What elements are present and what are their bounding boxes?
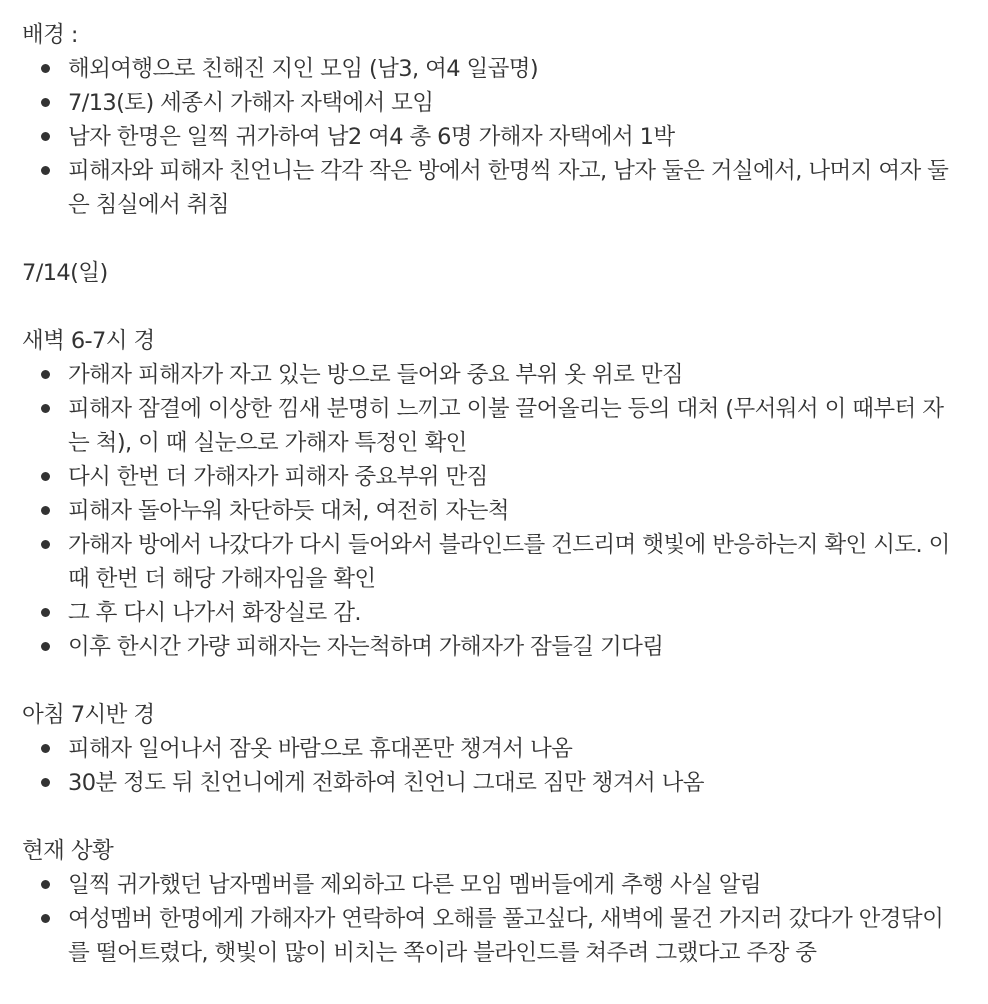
list-item [22,120,968,154]
bullet-icon [41,98,50,107]
background-list [22,52,968,222]
list-item [22,868,968,902]
bullet-icon [41,778,50,787]
bullet-icon [41,880,50,889]
bullet-icon [41,370,50,379]
section-heading-current-status: 현재 상황 [22,838,114,864]
list-item [22,630,968,664]
bullet-icon [41,132,50,141]
list-item-text: 피해자와 피해자 친언니는 각각 작은 방에서 한명씩 자고, 남자 둘은 거실에서, 나머지 여자 둘은 침실에서 취침 [68,158,949,218]
list-item [22,902,968,970]
bullet-icon [41,166,50,175]
list-item [22,494,968,528]
list-item [22,766,968,800]
blank-line [22,664,968,698]
list-item [22,52,968,86]
list-item-text: 피해자 잠결에 이상한 낌새 분명히 느끼고 이불 끌어올리는 등의 대처 (무서워서 이 때부터 자는 척), 이 때 실눈으로 가해자 특정인 확인 [68,396,944,456]
bullet-icon [41,540,50,549]
list-item-text: 피해자 일어나서 잠옷 바람으로 휴대폰만 챙겨서 나옴 [68,736,573,762]
morning-list [22,732,968,800]
list-item-text: 일찍 귀가했던 남자멤버를 제외하고 다른 모임 멤버들에게 추행 사실 알림 [68,872,762,898]
dawn-list [22,358,968,664]
list-item [22,732,968,766]
list-item [22,460,968,494]
list-item [22,358,968,392]
list-item [22,86,968,120]
list-item [22,154,968,222]
bullet-icon [41,64,50,73]
list-item-text: 7/13(토) 세종시 가해자 자택에서 모임 [68,90,434,116]
bullet-icon [41,472,50,481]
section-heading-dawn: 새벽 6-7시 경 [22,328,155,354]
bullet-icon [41,914,50,923]
bullet-icon [41,608,50,617]
list-item [22,596,968,630]
bullet-icon [41,404,50,413]
list-item-text: 그 후 다시 나가서 화장실로 감. [68,600,361,626]
list-item [22,392,968,460]
list-item-text: 남자 한명은 일찍 귀가하여 남2 여4 총 6명 가해자 자택에서 1박 [68,124,675,150]
list-item-text: 해외여행으로 친해진 지인 모임 (남3, 여4 일곱명) [68,56,539,82]
bullet-icon [41,642,50,651]
section-heading-morning: 아침 7시반 경 [22,702,155,728]
blank-line [22,222,968,256]
bullet-icon [41,506,50,515]
section-heading-date: 7/14(일) [22,260,108,286]
list-item-text: 피해자 돌아누워 차단하듯 대처, 여전히 자는척 [68,498,509,524]
blank-line [22,800,968,834]
list-item-text: 이후 한시간 가량 피해자는 자는척하며 가해자가 잠들길 기다림 [68,634,664,660]
list-item-text: 가해자 피해자가 자고 있는 방으로 들어와 중요 부위 옷 위로 만짐 [68,362,684,388]
blank-line [22,290,968,324]
bullet-icon [41,744,50,753]
current-status-list [22,868,968,970]
list-item-text: 여성멤버 한명에게 가해자가 연락하여 오해를 풀고싶다, 새벽에 물건 가지러 갔다가 안경닦이를 떨어트렸다, 햇빛이 많이 비치는 쪽이라 블라인드를 쳐주려 그랬다고 주장 중 [68,906,944,966]
list-item-text: 다시 한번 더 가해자가 피해자 중요부위 만짐 [68,464,488,490]
list-item [22,528,968,596]
section-heading-background: 배경 : [22,22,78,48]
list-item-text: 30분 정도 뒤 친언니에게 전화하여 친언니 그대로 짐만 챙겨서 나옴 [68,770,704,796]
list-item-text: 가해자 방에서 나갔다가 다시 들어와서 블라인드를 건드리며 햇빛에 반응하는지 확인 시도. 이 때 한번 더 해당 가해자임을 확인 [68,532,950,592]
